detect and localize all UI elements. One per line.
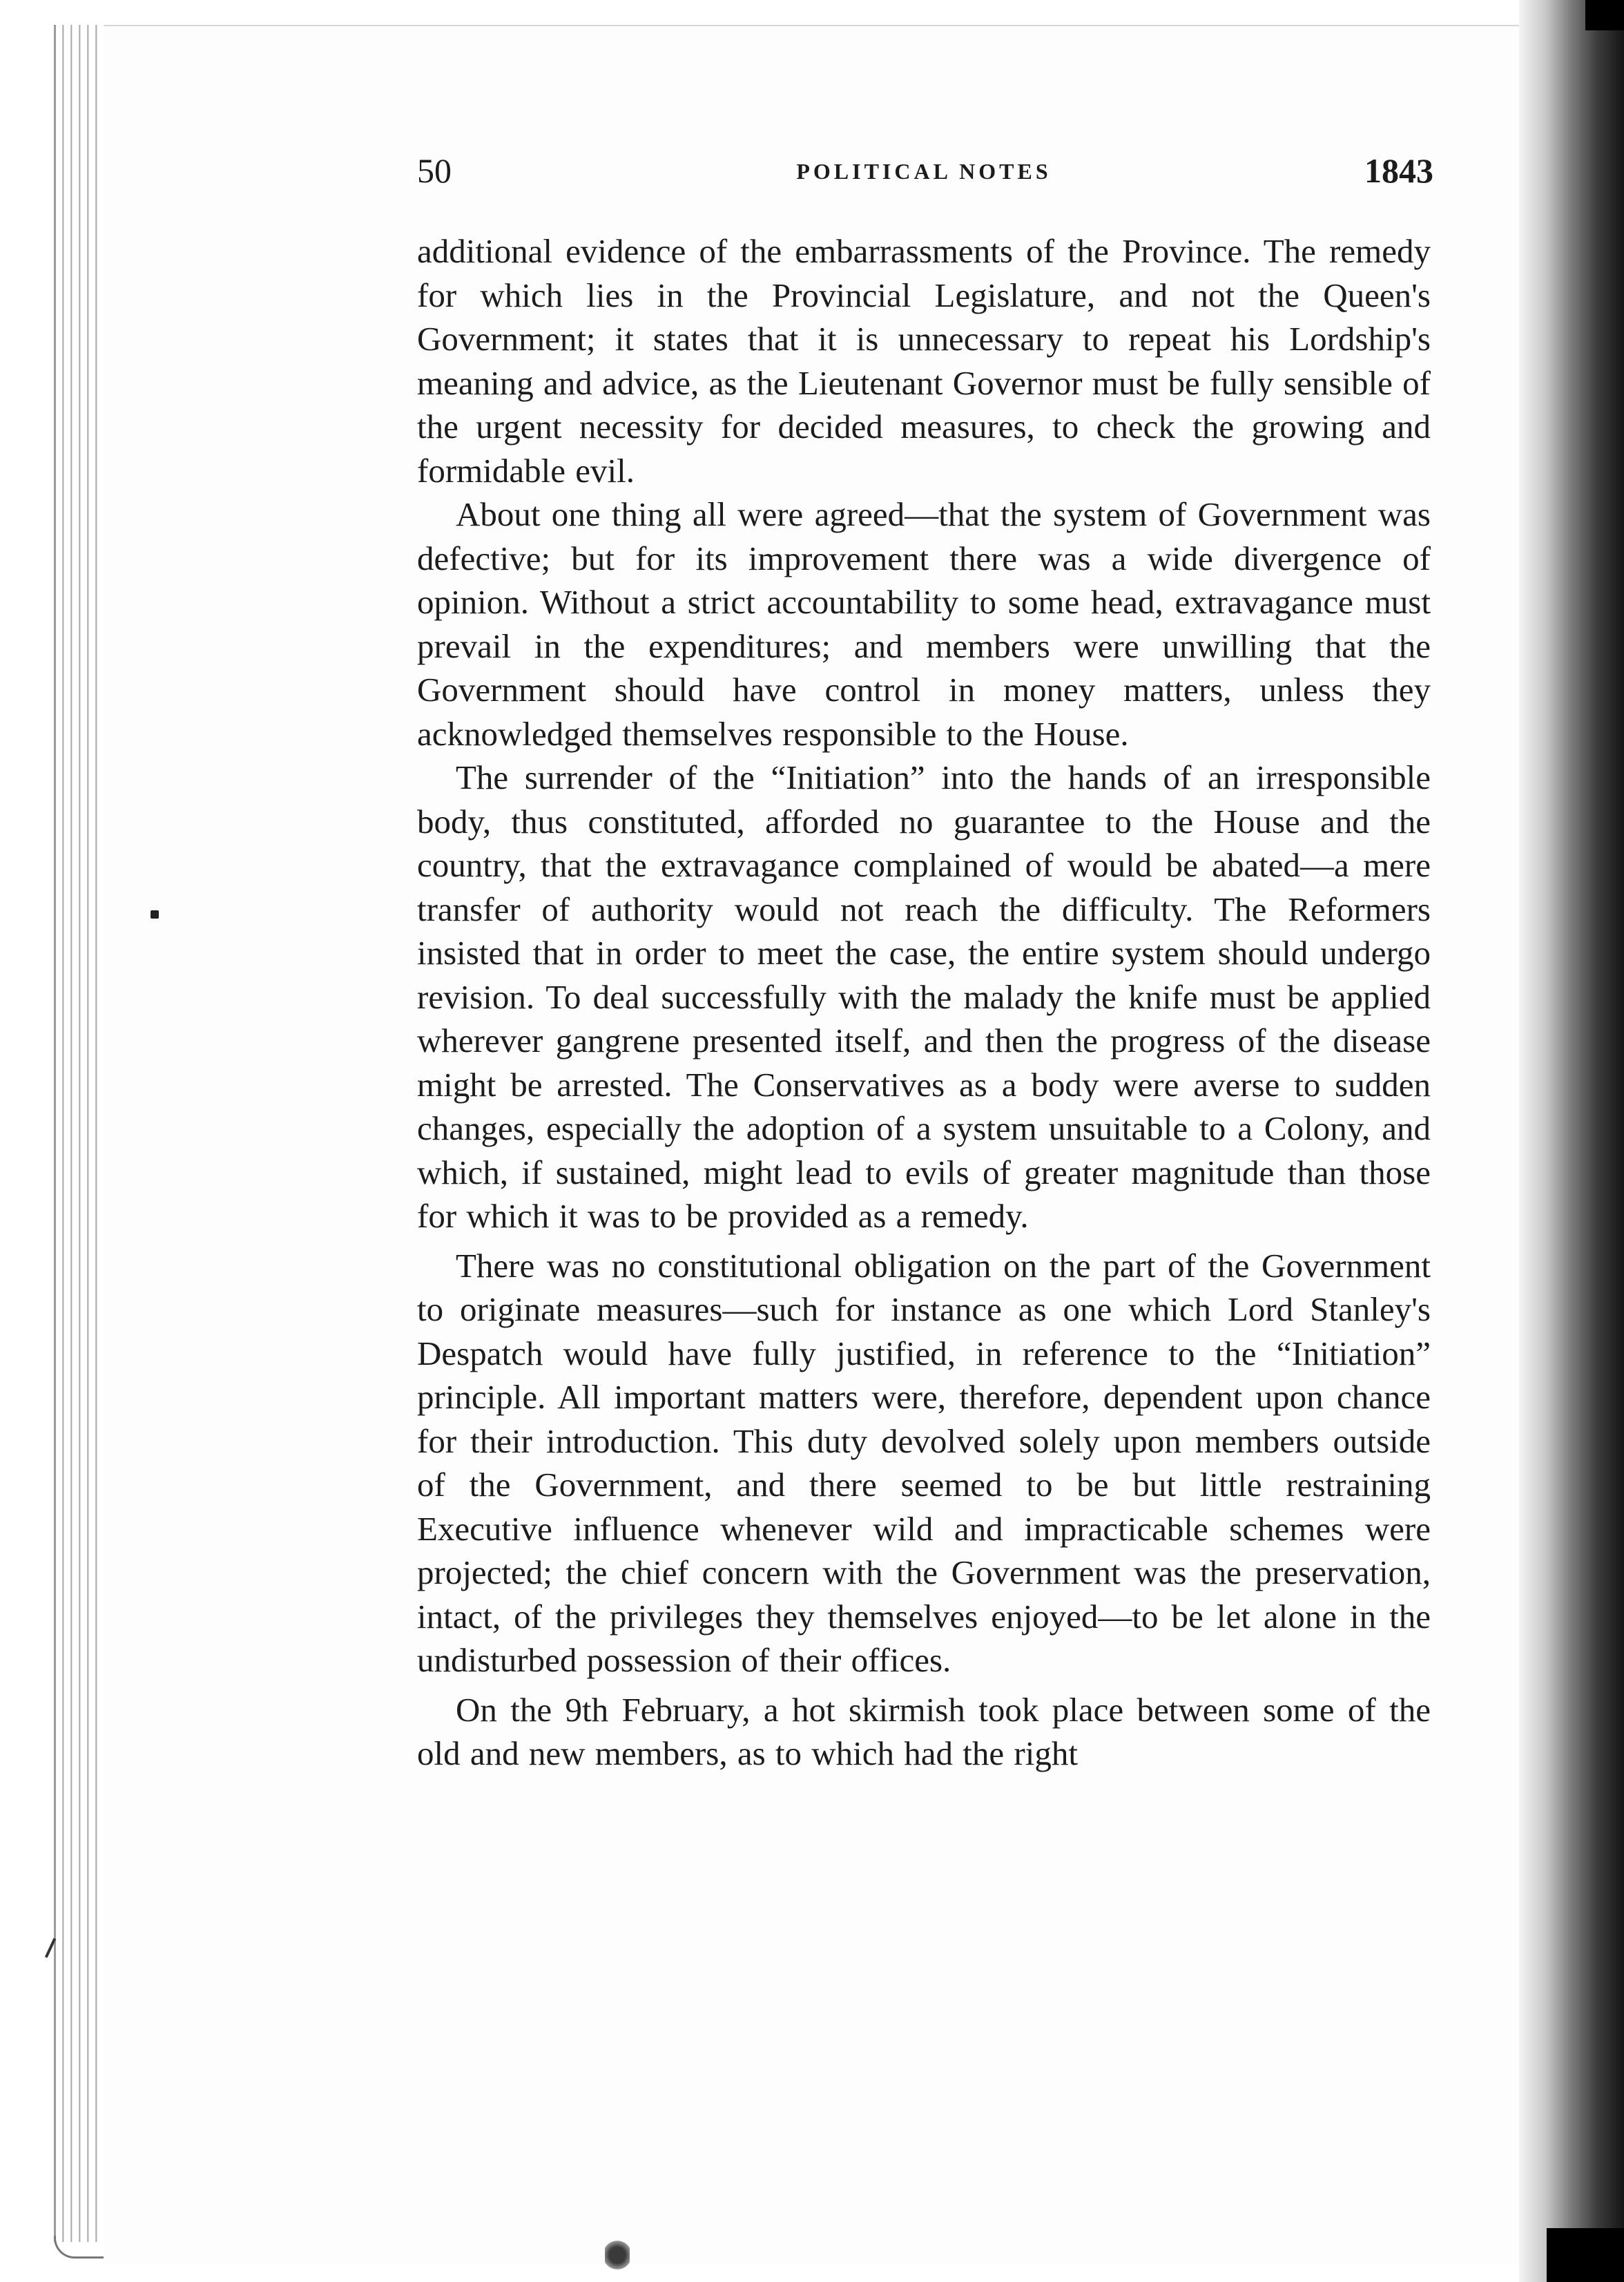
paragraph-continued: additional evidence of the embarrassments of the Province. The remedy for which lies in the Provincial Legislature, and not the Queen's Government; it states that it is unnecessary to repeat his Lordship's meaning and advice, as the Lieutenant Governor must be fully sensible of the urgent necessity for decided measures, to check the growing and formidable evil. [417, 232, 1431, 490]
ink-blot [605, 2239, 630, 2271]
page-text-block [417, 151, 1431, 1776]
running-title: POLITICAL NOTES [796, 159, 1052, 184]
binding-shadow [1519, 0, 1624, 2282]
running-year: 1843 [1364, 151, 1433, 190]
book-page-edges [54, 25, 106, 2242]
running-head [417, 151, 1431, 199]
paragraph: About one thing all were agreed—that the system of Government was defective; but for its improvement there was a wide divergence of opinion. Without a strict accountability to some head, extravagance must prevail in the expenditures; and members were unwilling that the Government should have control in money matters, unless they acknowledged themselves responsible to the House. [417, 495, 1431, 753]
paragraph: There was no constitutional obligation on the part of the Government to originate measures—such for instance as one which Lord Stanley's Despatch would have fully justified, in reference to the “Initiation” principle. All important matters were, therefore, dependent upon chance for their introduction. This duty devolved solely upon members outside of the Government, and there seemed to be but little restraining Executive influence whenever wild and impracticable schemes were projected; the chief concern with the Government was the preservation, intact, of the privileges they themselves enjoyed—to be let alone in the undisturbed possession of their offices. [417, 1246, 1431, 1679]
page-number: 50 [417, 151, 452, 190]
scan-border-top [1585, 0, 1624, 30]
paragraph: On the 9th February, a hot skirmish took place between some of the old and new members, as to which had the right [417, 1690, 1431, 1772]
paragraph: The surrender of the “Initiation” into the hands of an irresponsible body, thus constituted, afforded no guarantee to the House and the country, that the extravagance complained of would be abated—a mere transfer of authority would not reach the difficulty. The Reformers insisted that in order to meet the case, the entire system should undergo revision. To deal successfully with the malady the knife must be applied wherever gangrene presented itself, and then the progress of the disease might be arrested. The Conservatives as a body were averse to sudden changes, especially the adoption of a system unsuitable to a Colony, and which, if sustained, might lead to evils of greater magnitude than those for which it was to be provided as a remedy. [417, 758, 1431, 1235]
scan-border-bottom [1547, 2228, 1624, 2282]
margin-ink-mark [151, 910, 159, 919]
